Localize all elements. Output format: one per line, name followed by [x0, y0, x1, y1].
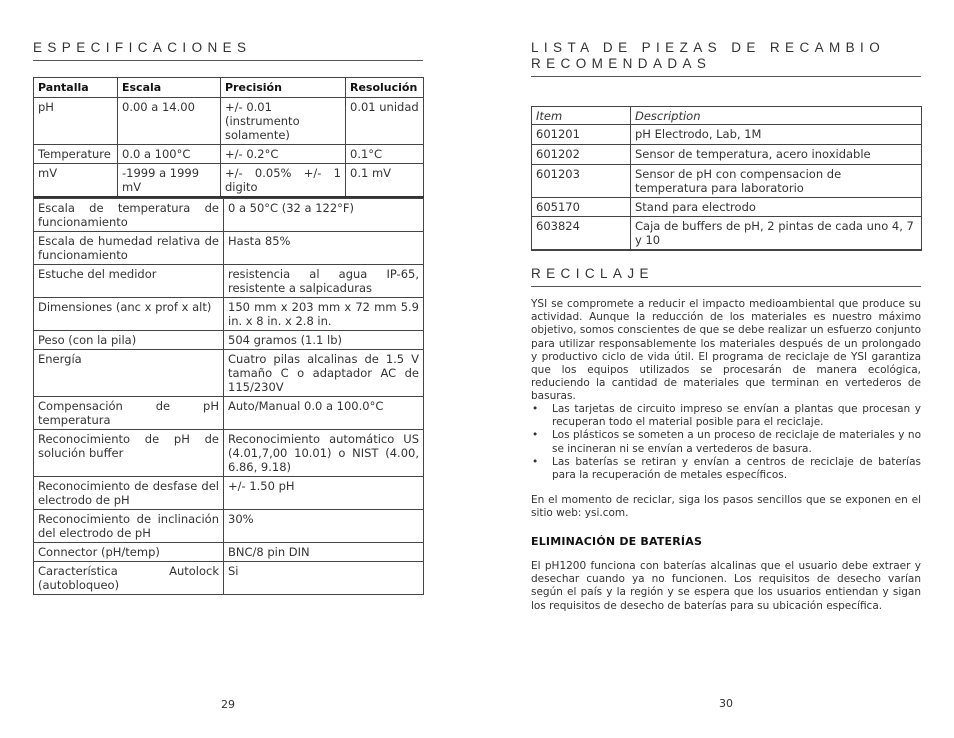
page-number: 29: [221, 698, 235, 711]
table-cell: mV: [34, 164, 118, 198]
spec-label: Escala de humedad relativa de funcionamiento: [34, 232, 224, 265]
spec-value: resistencia al agua IP-65, resistente a salpicaduras: [224, 265, 424, 298]
table-row: [34, 430, 424, 477]
spec-value: Cuatro pilas alcalinas de 1.5 V tamaño C o adaptador AC de 115/230V: [224, 350, 424, 397]
table-cell: Temperature: [34, 145, 118, 164]
spec-value: 150 mm x 203 mm x 72 mm 5.9 in. x 8 in. x 2.8 in.: [224, 298, 424, 331]
list-item: [531, 456, 921, 482]
spec-value: 30%: [224, 510, 424, 543]
spec-label: Característica Autolock (autobloqueo): [34, 562, 224, 595]
table-row: [34, 98, 424, 145]
table-cell: +/- 0.05% +/- 1 digito: [221, 164, 346, 198]
part-item: 605170: [532, 198, 631, 217]
column-header: Item: [532, 107, 631, 125]
table-row: [34, 562, 424, 595]
spec-value: Si: [224, 562, 424, 595]
spec-label: Escala de temperatura de funcionamiento: [34, 199, 224, 232]
table-cell: +/- 0.2°C: [221, 145, 346, 164]
table-row: [34, 331, 424, 350]
specs-accuracy-table: [33, 77, 424, 198]
table-header-row: [34, 78, 424, 98]
table-row: [34, 477, 424, 510]
part-item: 601203: [532, 165, 631, 198]
table-row: [532, 198, 922, 217]
table-cell: +/- 0.01 (instrumento solamente): [221, 98, 346, 145]
table-cell: 0.1°C: [346, 145, 424, 164]
page-number: 30: [719, 697, 733, 710]
spec-label: Compensación de pH temperatura: [34, 397, 224, 430]
spec-value: Hasta 85%: [224, 232, 424, 265]
part-description: Caja de buffers de pH, 2 pintas de cada uno 4, 7 y 10: [631, 217, 922, 251]
spec-label: Estuche del medidor: [34, 265, 224, 298]
table-row: [34, 232, 424, 265]
bullet-icon: •: [532, 455, 539, 468]
recycling-title: RECICLAJE: [531, 266, 921, 287]
part-item: 603824: [532, 217, 631, 251]
part-description: Stand para electrodo: [631, 198, 922, 217]
specifications-title: ESPECIFICACIONES: [33, 40, 423, 61]
table-cell: 0.00 a 14.00: [118, 98, 221, 145]
table-row: [532, 217, 922, 251]
spec-value: +/- 1.50 pH: [224, 477, 424, 510]
column-header: Escala: [118, 78, 221, 98]
table-cell: -1999 a 1999 mV: [118, 164, 221, 198]
recycling-bullet-list: [531, 403, 921, 482]
table-header-row: [532, 107, 922, 125]
table-row: [34, 199, 424, 232]
part-item: 601202: [532, 145, 631, 165]
table-row: [532, 165, 922, 198]
battery-disposal-heading: ELIMINACIÓN DE BATERÍAS: [531, 535, 703, 548]
table-row: [34, 145, 424, 164]
spec-label: Peso (con la pila): [34, 331, 224, 350]
spec-label: Dimensiones (anc x prof x alt): [34, 298, 224, 331]
table-row: [34, 298, 424, 331]
spec-label: Reconocimiento de desfase del electrodo de pH: [34, 477, 224, 510]
table-cell: 0.01 unidad: [346, 98, 424, 145]
table-row: [532, 125, 922, 145]
table-cell: 0.0 a 100°C: [118, 145, 221, 164]
recycling-outro: En el momento de reciclar, siga los pasos sencillos que se exponen en el sitio web: ysi.com.: [531, 494, 921, 520]
spec-label: Energía: [34, 350, 224, 397]
spec-value: Reconocimiento automático US (4.01,7,00 10.01) o NIST (4.00, 6.86, 9.18): [224, 430, 424, 477]
spec-value: Auto/Manual 0.0 a 100.0°C: [224, 397, 424, 430]
replacement-parts-title: LISTA DE PIEZAS DE RECAMBIO RECOMENDADAS: [531, 40, 921, 77]
table-row: [34, 510, 424, 543]
table-row: [34, 543, 424, 562]
part-item: 601201: [532, 125, 631, 145]
part-description: Sensor de temperatura, acero inoxidable: [631, 145, 922, 165]
list-item-text: Las baterías se retiran y envían a centros de reciclaje de baterías para la recuperación de metales específicos.: [552, 455, 921, 482]
table-row: [532, 145, 922, 165]
specs-details-table: [33, 198, 424, 595]
list-item-text: Los plásticos se someten a un proceso de reciclaje de materiales y no se incineran ni se envían a vertederos de basura.: [552, 429, 921, 455]
spec-label: Reconocimiento de pH de solución buffer: [34, 430, 224, 477]
column-header: Description: [631, 107, 922, 125]
column-header: Resolución: [346, 78, 424, 98]
list-item-text: Las tarjetas de circuito impreso se envían a plantas que procesan y recuperan todo el material posible para el reciclaje.: [552, 403, 921, 429]
table-row: [34, 265, 424, 298]
table-row: [34, 350, 424, 397]
replacement-parts-table: [531, 106, 922, 251]
list-item: [531, 403, 921, 429]
spec-value: BNC/8 pin DIN: [224, 543, 424, 562]
spec-value: 0 a 50°C (32 a 122°F): [224, 199, 424, 232]
column-header: Precisión: [221, 78, 346, 98]
part-description: pH Electrodo, Lab, 1M: [631, 125, 922, 145]
part-description: Sensor de pH con compensacion de temperatura para laboratorio: [631, 165, 922, 198]
table-cell: pH: [34, 98, 118, 145]
column-header: Pantalla: [34, 78, 118, 98]
table-row: [34, 164, 424, 198]
spec-value: 504 gramos (1.1 lb): [224, 331, 424, 350]
spec-label: Connector (pH/temp): [34, 543, 224, 562]
recycling-intro: YSI se compromete a reducir el impacto medioambiental que produce su actividad. Aunque la reducción de los materiales es nuestro máximo objetivo, somos conscientes de que se debe realizar un esfuerzo conjunto para utilizar responsablemente los materiales después de un prolongado y productivo ciclo de vida útil. El programa de reciclaje de YSI garantiza que los equipos utilizados se procesarán de manera ecológica, reduciendo la cantidad de materiales que terminan en vertederos de basuras.: [531, 298, 921, 403]
bullet-icon: •: [532, 429, 539, 442]
spec-label: Reconocimiento de inclinación del electrodo de pH: [34, 510, 224, 543]
table-row: [34, 397, 424, 430]
bullet-icon: •: [532, 403, 539, 415]
table-cell: 0.1 mV: [346, 164, 424, 198]
list-item: [531, 429, 921, 455]
battery-disposal-text: El pH1200 funciona con baterías alcalinas que el usuario debe extraer y desechar cuando ya no funcionen. Los requisitos de desecho varían según el país y la región y se espera que los usuarios entiendan y sigan los requisitos de desecho de baterías para su ubicación específica.: [531, 560, 921, 612]
